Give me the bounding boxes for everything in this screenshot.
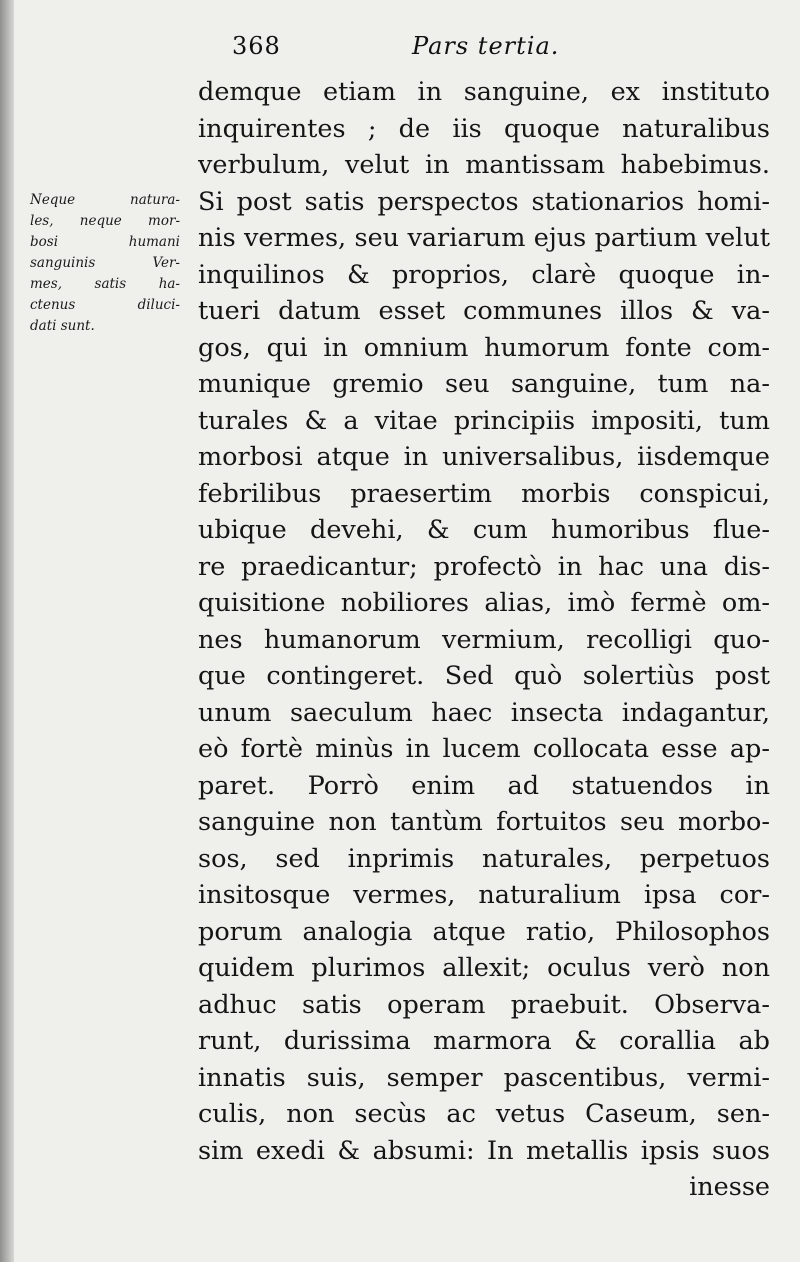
- text-line: unum saeculum haec insecta indagantur,: [198, 697, 770, 728]
- marginal-note-line: Neque natura-: [30, 192, 180, 208]
- text-line: culis, non secùs ac vetus Caseum, sen-: [198, 1099, 770, 1129]
- marginal-note-line: bosi humani: [30, 234, 180, 250]
- text-line: inquirentes ; de iis quoque naturalibus: [198, 113, 770, 144]
- text-line: Si post satis perspectos stationarios homi-: [198, 186, 770, 217]
- text-line: inquilinos & proprios, clarè quoque in-: [198, 259, 770, 290]
- marginal-note-line: mes, satis ha-: [30, 276, 180, 292]
- text-line: paret. Porrò enim ad statuendos in: [198, 770, 770, 801]
- text-line: verbulum, velut in mantissam habebimus.: [198, 150, 770, 180]
- text-line: gos, qui in omnium humorum fonte com-: [198, 332, 770, 363]
- running-title: Pars tertia.: [412, 32, 560, 60]
- running-header: [232, 32, 592, 72]
- text-line: munique gremio seu sanguine, tum na-: [198, 369, 770, 399]
- text-line: que contingeret. Sed quò solertiùs post: [198, 661, 770, 691]
- body-text: [198, 74, 770, 1206]
- marginal-note-line: dati sunt.: [30, 318, 95, 334]
- text-line: runt, durissima marmora & corallia ab: [198, 1026, 770, 1056]
- page-gutter-shadow: [0, 0, 14, 1262]
- text-line: febrilibus praesertim morbis conspicui,: [198, 478, 770, 509]
- text-line: sim exedi & absumi: In metallis ipsis suos: [198, 1135, 770, 1166]
- catchword: inesse: [689, 1172, 770, 1202]
- text-line: quidem plurimos allexit; oculus verò non: [198, 953, 770, 983]
- text-line: sos, sed inprimis naturales, perpetuos: [198, 843, 770, 874]
- text-line: nes humanorum vermium, recolligi quo-: [198, 624, 770, 655]
- marginal-note-line: ctenus diluci-: [30, 297, 180, 313]
- text-line: porum analogia atque ratio, Philosophos: [198, 916, 770, 947]
- text-line: morbosi atque in universalibus, iisdemque: [198, 442, 770, 472]
- text-line: sanguine non tantùm fortuitos seu morbo-: [198, 807, 770, 837]
- text-line: tueri datum esset communes illos & va-: [198, 296, 770, 326]
- marginal-note: [30, 190, 180, 337]
- marginal-note-line: sanguinis Ver-: [30, 255, 180, 271]
- page-number: 368: [232, 32, 281, 60]
- text-line: turales & a vitae principiis impositi, tum: [198, 405, 770, 436]
- text-line: nis vermes, seu variarum ejus partium velut: [198, 223, 770, 253]
- text-line: demque etiam in sanguine, ex instituto: [198, 77, 770, 107]
- marginal-note-line: les, neque mor-: [30, 213, 180, 229]
- text-line: insitosque vermes, naturalium ipsa cor-: [198, 880, 770, 910]
- text-line: quisitione nobiliores alias, imò fermè om-: [198, 588, 770, 618]
- text-line: ubique devehi, & cum humoribus flue-: [198, 515, 770, 545]
- text-line: adhuc satis operam praebuit. Observa-: [198, 989, 770, 1020]
- text-line: eò fortè minùs in lucem collocata esse ap-: [198, 734, 770, 764]
- text-line: innatis suis, semper pascentibus, vermi-: [198, 1062, 770, 1093]
- text-line: re praedicantur; profectò in hac una dis-: [198, 551, 770, 582]
